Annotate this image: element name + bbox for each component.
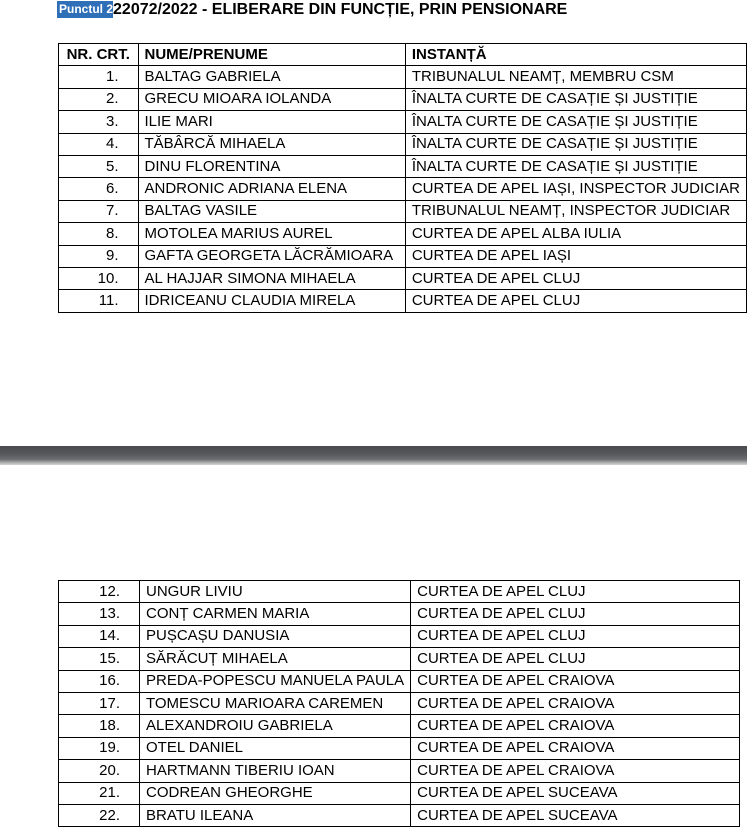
cell-nume-prenume: OTEL DANIEL — [140, 737, 411, 759]
table-row — [59, 88, 747, 110]
cell-instanta: CURTEA DE APEL CLUJ — [411, 648, 740, 670]
table-row — [59, 111, 747, 133]
cell-nume-prenume: CODREAN GHEORGHE — [140, 782, 411, 804]
cell-instanta: CURTEA DE APEL ALBA IULIA — [405, 223, 746, 245]
table-row — [59, 267, 747, 289]
cell-instanta: ÎNALTA CURTE DE CASAȚIE ȘI JUSTIȚIE — [405, 88, 746, 110]
cell-instanta: CURTEA DE APEL CRAIOVA — [411, 670, 740, 692]
cell-instanta: CURTEA DE APEL CRAIOVA — [411, 760, 740, 782]
table-row — [59, 782, 740, 804]
cell-instanta: CURTEA DE APEL CRAIOVA — [411, 737, 740, 759]
cell-nume-prenume: BALTAG VASILE — [138, 200, 405, 222]
table-row — [59, 245, 747, 267]
cell-instanta: CURTEA DE APEL CLUJ — [411, 603, 740, 625]
cell-nume-prenume: MOTOLEA MARIUS AUREL — [138, 223, 405, 245]
cell-nr-crt: 8. — [59, 223, 139, 245]
cell-instanta: ÎNALTA CURTE DE CASAȚIE ȘI JUSTIȚIE — [405, 111, 746, 133]
table-header-row — [59, 44, 747, 66]
cell-nr-crt: 5. — [59, 155, 139, 177]
pensioners-table-page-1 — [58, 43, 747, 313]
cell-nr-crt: 21. — [59, 782, 140, 804]
cell-nume-prenume: ANDRONIC ADRIANA ELENA — [138, 178, 405, 200]
pensioners-table-page-2 — [58, 580, 740, 827]
cell-nr-crt: 19. — [59, 737, 140, 759]
table-row — [59, 581, 740, 603]
cell-nume-prenume: CONȚ CARMEN MARIA — [140, 603, 411, 625]
cell-nr-crt: 10. — [59, 267, 139, 289]
cell-nume-prenume: BRATU ILEANA — [140, 804, 411, 826]
header-nume-prenume: NUME/PRENUME — [138, 44, 405, 66]
cell-nume-prenume: TOMESCU MARIOARA CAREMEN — [140, 692, 411, 714]
cell-nume-prenume: GAFTA GEORGETA LĂCRĂMIOARA — [138, 245, 405, 267]
cell-nr-crt: 3. — [59, 111, 139, 133]
cell-nume-prenume: BALTAG GABRIELA — [138, 66, 405, 88]
table-row — [59, 715, 740, 737]
cell-nume-prenume: IDRICEANU CLAUDIA MIRELA — [138, 290, 405, 312]
cell-nume-prenume: TĂBÂRCĂ MIHAELA — [138, 133, 405, 155]
cell-nr-crt: 9. — [59, 245, 139, 267]
table-row — [59, 648, 740, 670]
table-row — [59, 625, 740, 647]
title-text: 22072/2022 - ELIBERARE DIN FUNCȚIE, PRIN PENSIONARE — [113, 1, 568, 18]
cell-nr-crt: 13. — [59, 603, 140, 625]
table-row — [59, 155, 747, 177]
cell-instanta: CURTEA DE APEL CLUJ — [411, 581, 740, 603]
cell-nr-crt: 16. — [59, 670, 140, 692]
cell-nume-prenume: SĂRĂCUȚ MIHAELA — [140, 648, 411, 670]
cell-instanta: ÎNALTA CURTE DE CASAȚIE ȘI JUSTIȚIE — [405, 133, 746, 155]
table-row — [59, 178, 747, 200]
cell-instanta: CURTEA DE APEL CRAIOVA — [411, 715, 740, 737]
cell-nr-crt: 22. — [59, 804, 140, 826]
highlighted-item-label: Punctul 2 — [59, 2, 114, 16]
cell-instanta: ÎNALTA CURTE DE CASAȚIE ȘI JUSTIȚIE — [405, 155, 746, 177]
table-row — [59, 804, 740, 826]
cell-nr-crt: 1. — [59, 66, 139, 88]
cell-nr-crt: 6. — [59, 178, 139, 200]
cell-instanta: TRIBUNALUL NEAMȚ, INSPECTOR JUDICIAR — [405, 200, 746, 222]
page-gap-bar — [0, 446, 747, 465]
cell-nr-crt: 18. — [59, 715, 140, 737]
cell-nume-prenume: UNGUR LIVIU — [140, 581, 411, 603]
cell-instanta: TRIBUNALUL NEAMȚ, MEMBRU CSM — [405, 66, 746, 88]
cell-instanta: CURTEA DE APEL IAȘI, INSPECTOR JUDICIAR — [405, 178, 746, 200]
cell-nr-crt: 14. — [59, 625, 140, 647]
table-row — [59, 66, 747, 88]
cell-instanta: CURTEA DE APEL CRAIOVA — [411, 692, 740, 714]
cell-instanta: CURTEA DE APEL SUCEAVA — [411, 804, 740, 826]
table-row — [59, 670, 740, 692]
cell-nr-crt: 4. — [59, 133, 139, 155]
table-row — [59, 223, 747, 245]
table-row — [59, 692, 740, 714]
cell-nr-crt: 12. — [59, 581, 140, 603]
table-row — [59, 290, 747, 312]
page-separator — [0, 446, 747, 465]
cell-instanta: CURTEA DE APEL CLUJ — [405, 290, 746, 312]
cell-nume-prenume: AL HAJJAR SIMONA MIHAELA — [138, 267, 405, 289]
cell-nr-crt: 20. — [59, 760, 140, 782]
cell-instanta: CURTEA DE APEL CLUJ — [405, 267, 746, 289]
table-row — [59, 737, 740, 759]
cell-nume-prenume: GRECU MIOARA IOLANDA — [138, 88, 405, 110]
cell-instanta: CURTEA DE APEL CLUJ — [411, 625, 740, 647]
cell-nume-prenume: DINU FLORENTINA — [138, 155, 405, 177]
cell-nr-crt: 2. — [59, 88, 139, 110]
cell-instanta: CURTEA DE APEL SUCEAVA — [411, 782, 740, 804]
table-row — [59, 760, 740, 782]
cell-nume-prenume: HARTMANN TIBERIU IOAN — [140, 760, 411, 782]
document-title — [57, 0, 567, 20]
cell-nume-prenume: ILIE MARI — [138, 111, 405, 133]
table-row — [59, 603, 740, 625]
cell-nr-crt: 11. — [59, 290, 139, 312]
cell-nume-prenume: PUȘCAȘU DANUSIA — [140, 625, 411, 647]
cell-nume-prenume: ALEXANDROIU GABRIELA — [140, 715, 411, 737]
table-row — [59, 133, 747, 155]
header-instanta: INSTANȚĂ — [405, 44, 746, 66]
header-nr-crt: NR. CRT. — [59, 44, 139, 66]
cell-nr-crt: 7. — [59, 200, 139, 222]
cell-instanta: CURTEA DE APEL IAȘI — [405, 245, 746, 267]
table-row — [59, 200, 747, 222]
cell-nume-prenume: PREDA-POPESCU MANUELA PAULA — [140, 670, 411, 692]
cell-nr-crt: 17. — [59, 692, 140, 714]
cell-nr-crt: 15. — [59, 648, 140, 670]
